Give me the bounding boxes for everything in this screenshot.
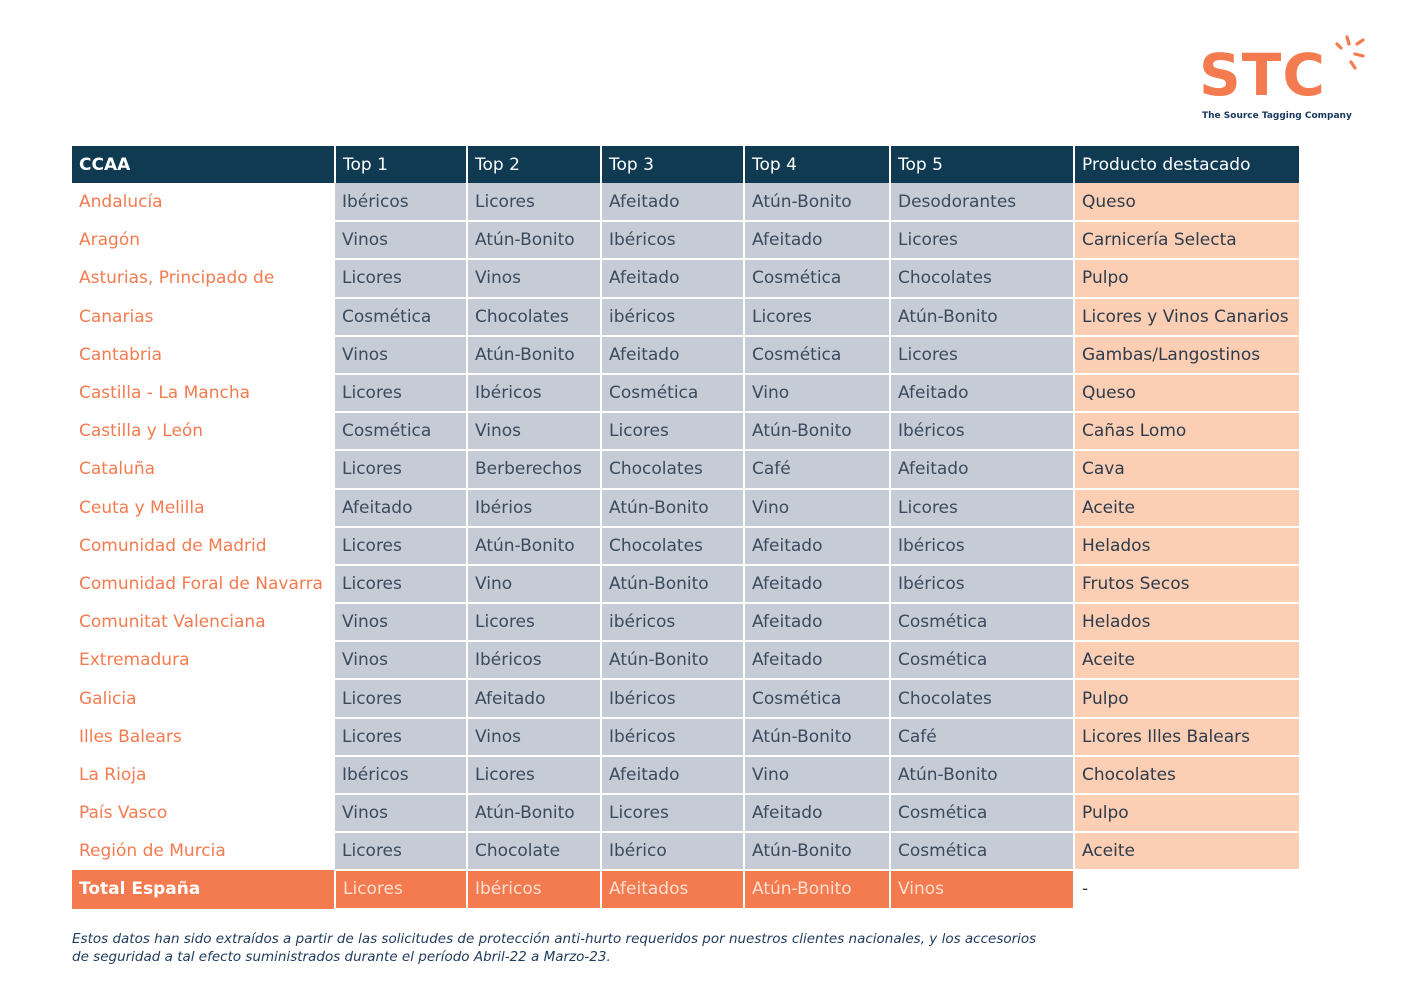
top-product-cell: Licores [601, 412, 744, 450]
top-product-cell: Licores [467, 603, 601, 641]
top-product-cell: Chocolate [467, 832, 601, 870]
top-product-cell: ibéricos [601, 603, 744, 641]
featured-product-cell: Queso [1074, 183, 1299, 221]
top-product-cell: Licores [335, 565, 467, 603]
top-product-cell: Vinos [335, 641, 467, 679]
header-top-1: Top 1 [335, 146, 467, 183]
featured-product-cell: Aceite [1074, 489, 1299, 527]
top-product-cell: Afeitado [601, 183, 744, 221]
top-product-cell: Afeitado [744, 603, 890, 641]
header-top-5: Top 5 [890, 146, 1074, 183]
header-top-3: Top 3 [601, 146, 744, 183]
featured-product-cell: Pulpo [1074, 679, 1299, 717]
table-row [72, 756, 1299, 794]
featured-product-cell: Cava [1074, 450, 1299, 488]
top-product-cell: Licores [335, 718, 467, 756]
table-row [72, 259, 1299, 297]
featured-product-cell: - [1074, 870, 1299, 908]
region-cell: Canarias [72, 298, 335, 336]
top-product-cell: Cosmética [744, 336, 890, 374]
region-cell: Comunidad Foral de Navarra [72, 565, 335, 603]
ccaa-top-products-table [72, 146, 1299, 910]
header-top-4: Top 4 [744, 146, 890, 183]
top-product-cell: Licores [335, 450, 467, 488]
top-product-cell: Ibérios [467, 489, 601, 527]
region-cell: Extremadura [72, 641, 335, 679]
top-product-cell: Cosmética [335, 412, 467, 450]
top-product-cell: Afeitado [601, 259, 744, 297]
top-product-cell: Licores [335, 832, 467, 870]
top-product-cell: Desodorantes [890, 183, 1074, 221]
region-cell: Andalucía [72, 183, 335, 221]
top-product-cell: Licores [601, 794, 744, 832]
table-row [72, 450, 1299, 488]
top-product-cell: Vinos [335, 336, 467, 374]
stc-logo [1195, 32, 1375, 127]
featured-product-cell: Helados [1074, 603, 1299, 641]
region-cell: Cataluña [72, 450, 335, 488]
top-product-cell: Vino [744, 489, 890, 527]
top-product-cell: Afeitado [890, 374, 1074, 412]
table-row [72, 641, 1299, 679]
table-row [72, 489, 1299, 527]
region-cell: Asturias, Principado de [72, 259, 335, 297]
top-product-cell: Afeitado [744, 794, 890, 832]
top-product-cell: Atún-Bonito [601, 565, 744, 603]
top-product-cell: Afeitado [467, 679, 601, 717]
top-product-cell: Cosmética [601, 374, 744, 412]
featured-product-cell: Licores y Vinos Canarios [1074, 298, 1299, 336]
top-product-cell: Cosmética [890, 603, 1074, 641]
region-cell: Total España [72, 870, 335, 908]
table-row [72, 718, 1299, 756]
top-product-cell: Vinos [890, 870, 1074, 908]
top-product-cell: Ibéricos [335, 756, 467, 794]
table-row [72, 679, 1299, 717]
top-product-cell: Atún-Bonito [467, 527, 601, 565]
top-product-cell: Licores [335, 527, 467, 565]
top-product-cell: Atún-Bonito [467, 794, 601, 832]
top-product-cell: Afeitado [744, 221, 890, 259]
table-row [72, 794, 1299, 832]
top-product-cell: Cosmética [890, 641, 1074, 679]
top-product-cell: Cosmética [335, 298, 467, 336]
top-product-cell: Afeitado [601, 336, 744, 374]
top-product-cell: Cosmética [744, 259, 890, 297]
top-product-cell: Atún-Bonito [890, 298, 1074, 336]
top-product-cell: Ibéricos [335, 183, 467, 221]
top-product-cell: Ibéricos [467, 374, 601, 412]
region-cell: Ceuta y Melilla [72, 489, 335, 527]
top-product-cell: Licores [335, 374, 467, 412]
top-product-cell: Vinos [467, 718, 601, 756]
top-product-cell: Licores [744, 298, 890, 336]
top-product-cell: Café [744, 450, 890, 488]
top-product-cell: Afeitado [335, 489, 467, 527]
top-product-cell: Afeitado [744, 527, 890, 565]
top-product-cell: Vinos [335, 603, 467, 641]
footnote-line-1: Estos datos han sido extraídos a partir de las solicitudes de protección anti-hurto requeridos por nuestros clientes nacionales, y los accesorios [72, 931, 1037, 947]
region-cell: Cantabria [72, 336, 335, 374]
region-cell: Aragón [72, 221, 335, 259]
top-product-cell: Licores [890, 336, 1074, 374]
table-header-row [72, 146, 1299, 183]
top-product-cell: Ibéricos [601, 718, 744, 756]
footnote-line-2: de seguridad a tal efecto suministrados durante el período Abril-22 a Marzo-23. [72, 949, 611, 965]
table-row [72, 565, 1299, 603]
top-product-cell: Ibéricos [890, 565, 1074, 603]
top-product-cell: Licores [335, 870, 467, 908]
table-row [72, 603, 1299, 641]
featured-product-cell: Licores Illes Balears [1074, 718, 1299, 756]
table-row [72, 221, 1299, 259]
top-product-cell: Chocolates [601, 450, 744, 488]
total-row [72, 870, 1299, 908]
featured-product-cell: Helados [1074, 527, 1299, 565]
top-product-cell: Vino [467, 565, 601, 603]
top-product-cell: Chocolates [890, 259, 1074, 297]
logo-tagline: The Source Tagging Company [1202, 111, 1352, 121]
top-product-cell: Vino [744, 374, 890, 412]
top-product-cell: Ibéricos [601, 221, 744, 259]
top-product-cell: Atún-Bonito [744, 832, 890, 870]
table-row [72, 412, 1299, 450]
featured-product-cell: Frutos Secos [1074, 565, 1299, 603]
top-product-cell: Afeitado [890, 450, 1074, 488]
top-product-cell: Afeitado [744, 565, 890, 603]
region-cell: Comunidad de Madrid [72, 527, 335, 565]
top-product-cell: Atún-Bonito [890, 756, 1074, 794]
top-product-cell: Vino [744, 756, 890, 794]
top-product-cell: Ibéricos [467, 641, 601, 679]
top-product-cell: Licores [890, 221, 1074, 259]
top-product-cell: Atún-Bonito [744, 183, 890, 221]
top-product-cell: Ibéricos [890, 527, 1074, 565]
top-product-cell: Chocolates [601, 527, 744, 565]
top-product-cell: Atún-Bonito [467, 336, 601, 374]
top-product-cell: Afeitado [744, 641, 890, 679]
sparkle-burst-icon [1327, 34, 1367, 72]
table-row [72, 832, 1299, 870]
footnote [72, 930, 1052, 966]
top-product-cell: Vinos [467, 412, 601, 450]
region-cell: Galicia [72, 679, 335, 717]
region-cell: Castilla y León [72, 412, 335, 450]
top-product-cell: Cosmética [890, 794, 1074, 832]
top-product-cell: Licores [335, 259, 467, 297]
region-cell: La Rioja [72, 756, 335, 794]
top-product-cell: Café [890, 718, 1074, 756]
featured-product-cell: Pulpo [1074, 259, 1299, 297]
featured-product-cell: Gambas/Langostinos [1074, 336, 1299, 374]
region-cell: Comunitat Valenciana [72, 603, 335, 641]
top-product-cell: Ibéricos [601, 679, 744, 717]
featured-product-cell: Aceite [1074, 832, 1299, 870]
header-top-2: Top 2 [467, 146, 601, 183]
top-product-cell: Licores [467, 183, 601, 221]
table-row [72, 298, 1299, 336]
featured-product-cell: Aceite [1074, 641, 1299, 679]
top-product-cell: Vinos [467, 259, 601, 297]
table-row [72, 336, 1299, 374]
top-product-cell: Cosmética [890, 832, 1074, 870]
top-product-cell: Chocolates [467, 298, 601, 336]
featured-product-cell: Cañas Lomo [1074, 412, 1299, 450]
top-product-cell: Atún-Bonito [744, 718, 890, 756]
table-row [72, 527, 1299, 565]
top-product-cell: Ibéricos [890, 412, 1074, 450]
top-product-cell: Afeitados [601, 870, 744, 908]
top-product-cell: Atún-Bonito [744, 412, 890, 450]
featured-product-cell: Carnicería Selecta [1074, 221, 1299, 259]
top-product-cell: Atún-Bonito [744, 870, 890, 908]
top-product-cell: Licores [335, 679, 467, 717]
top-product-cell: Licores [467, 756, 601, 794]
top-product-cell: Atún-Bonito [601, 489, 744, 527]
top-product-cell: Ibérico [601, 832, 744, 870]
region-cell: País Vasco [72, 794, 335, 832]
header-producto-destacado: Producto destacado [1074, 146, 1299, 183]
top-product-cell: Chocolates [890, 679, 1074, 717]
top-product-cell: Atún-Bonito [601, 641, 744, 679]
top-product-cell: Vinos [335, 794, 467, 832]
top-product-cell: Afeitado [601, 756, 744, 794]
region-cell: Illes Balears [72, 718, 335, 756]
top-product-cell: Licores [890, 489, 1074, 527]
featured-product-cell: Chocolates [1074, 756, 1299, 794]
top-product-cell: Ibéricos [467, 870, 601, 908]
table-body [72, 183, 1299, 909]
top-product-cell: Vinos [335, 221, 467, 259]
table-row [72, 183, 1299, 221]
table-row [72, 374, 1299, 412]
region-cell: Región de Murcia [72, 832, 335, 870]
top-product-cell: Cosmética [744, 679, 890, 717]
top-product-cell: ibéricos [601, 298, 744, 336]
featured-product-cell: Pulpo [1074, 794, 1299, 832]
region-cell: Castilla - La Mancha [72, 374, 335, 412]
logo-wordmark: STC [1199, 41, 1326, 109]
top-product-cell: Berberechos [467, 450, 601, 488]
featured-product-cell: Queso [1074, 374, 1299, 412]
header-ccaa: CCAA [72, 146, 335, 183]
top-product-cell: Atún-Bonito [467, 221, 601, 259]
